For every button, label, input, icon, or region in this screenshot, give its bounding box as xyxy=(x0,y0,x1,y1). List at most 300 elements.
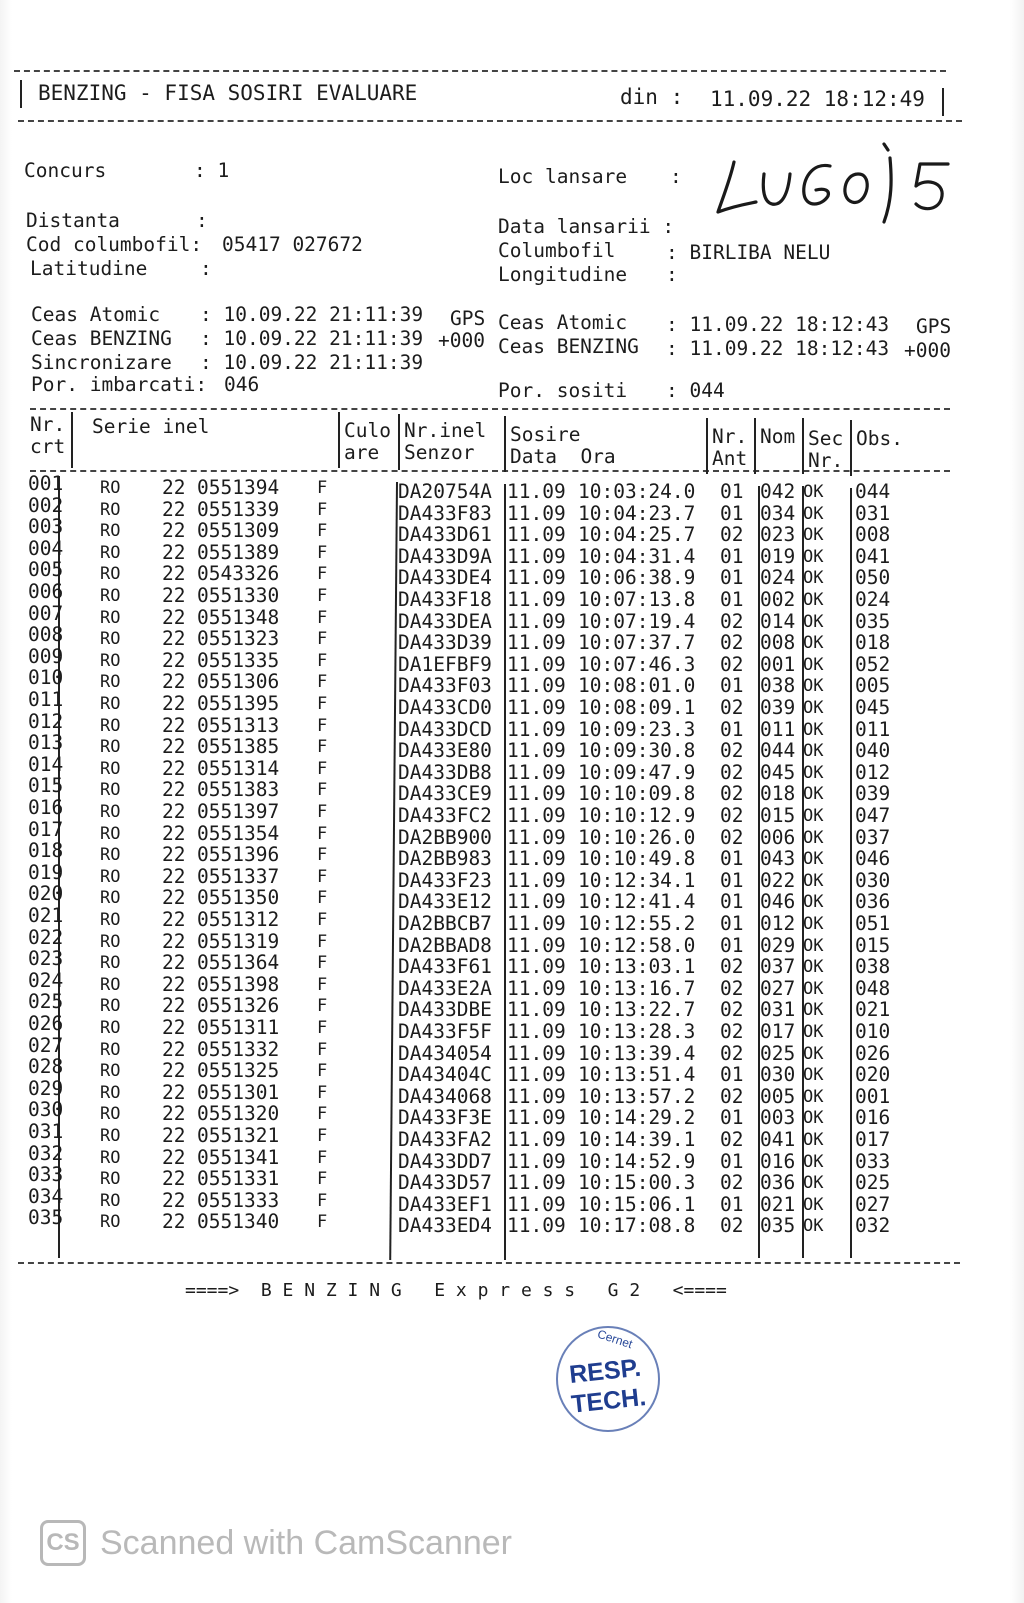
row-antenna: 02 xyxy=(720,609,744,633)
row-time: 10:17:08.8 xyxy=(578,1214,696,1238)
row-time: 10:07:46.3 xyxy=(578,652,696,676)
table-top-border xyxy=(30,408,950,410)
col-ant-1: Nr. xyxy=(712,425,748,448)
row-ring: 0551321 xyxy=(197,1124,280,1147)
ceas-atomic-end-extra: GPS xyxy=(916,315,952,338)
report-date-label: din : xyxy=(620,85,684,109)
row-country: RO xyxy=(100,715,121,736)
row-antenna: 01 xyxy=(720,588,744,611)
ceas-atomic-start-extra: GPS xyxy=(450,307,486,330)
row-date: 11.09 xyxy=(507,1149,566,1173)
row-country: RO xyxy=(100,758,121,779)
row-sec: OK xyxy=(803,957,824,978)
row-date: 11.09 xyxy=(507,1084,566,1108)
row-date: 11.09 xyxy=(507,1214,566,1238)
por-imbarcati-value: 046 xyxy=(224,373,260,396)
col-ant-2: Ant xyxy=(712,447,748,470)
row-ring: 0551348 xyxy=(197,605,280,629)
row-country: RO xyxy=(100,910,121,930)
row-time: 10:12:41.4 xyxy=(578,890,696,914)
row-obs: 026 xyxy=(855,1041,891,1065)
row-nr: 005 xyxy=(28,558,64,582)
row-time: 10:08:01.0 xyxy=(578,674,696,698)
row-sensor: DA433F61 xyxy=(398,955,492,979)
row-sex: F xyxy=(317,694,328,714)
row-obs: 016 xyxy=(855,1106,891,1130)
table-row xyxy=(0,515,1024,547)
row-antenna: 01 xyxy=(720,1106,744,1130)
row-nr: 007 xyxy=(28,601,64,625)
header-bottom-border xyxy=(18,120,962,122)
row-antenna: 02 xyxy=(720,523,744,547)
row-sensor: DA433D57 xyxy=(398,1171,492,1195)
row-date: 11.09 xyxy=(507,933,566,957)
row-nr: 023 xyxy=(28,947,64,971)
row-date: 11.09 xyxy=(507,825,566,849)
row-sensor: DA433ED4 xyxy=(398,1214,492,1238)
row-year: 22 xyxy=(162,800,186,823)
row-country: RO xyxy=(100,650,121,671)
row-year: 22 xyxy=(162,864,186,888)
sep-culoare xyxy=(398,414,400,470)
row-year: 22 xyxy=(162,1210,186,1234)
row-year: 22 xyxy=(162,497,186,521)
row-obs: 041 xyxy=(855,544,891,568)
row-sex: F xyxy=(317,1190,328,1211)
row-obs: 018 xyxy=(855,631,891,655)
row-time: 10:13:39.4 xyxy=(578,1041,696,1065)
row-obs: 037 xyxy=(855,825,891,849)
row-sensor: DA2BB900 xyxy=(398,825,492,849)
row-ring: 0551306 xyxy=(197,670,280,694)
table-row xyxy=(0,731,1024,763)
row-antenna: 02 xyxy=(720,652,744,676)
row-nr: 025 xyxy=(28,990,64,1014)
table-row xyxy=(0,493,1024,525)
row-antenna: 02 xyxy=(720,696,744,719)
row-antenna: 02 xyxy=(720,1041,744,1065)
row-ring: 0551396 xyxy=(197,843,280,867)
stamp-line2: TECH. xyxy=(569,1383,648,1419)
row-year: 22 xyxy=(162,843,186,867)
row-year: 22 xyxy=(162,1102,186,1126)
row-sec: OK xyxy=(803,482,824,502)
row-antenna: 02 xyxy=(720,739,744,763)
table-row xyxy=(0,1141,1024,1173)
row-antenna: 02 xyxy=(720,1171,744,1195)
row-time: 10:03:24.0 xyxy=(578,480,696,503)
table-row xyxy=(0,796,1024,827)
row-country: RO xyxy=(100,974,121,995)
row-year: 22 xyxy=(162,994,186,1018)
row-nr: 011 xyxy=(28,688,64,711)
row-sensor: DA433D39 xyxy=(398,631,492,655)
row-sensor: DA2BBCB7 xyxy=(398,912,492,935)
ceas-benzing-start-label: Ceas BENZING xyxy=(31,327,172,350)
row-country: RO xyxy=(100,888,121,909)
row-ring: 0551326 xyxy=(197,994,280,1018)
row-time: 10:10:49.8 xyxy=(578,847,696,871)
row-antenna: 01 xyxy=(720,544,744,568)
row-sex: F xyxy=(317,802,328,822)
row-country: RO xyxy=(100,845,121,866)
row-time: 10:13:57.2 xyxy=(578,1084,696,1108)
row-obs: 036 xyxy=(855,890,891,914)
table-row xyxy=(0,774,1024,806)
row-year: 22 xyxy=(162,540,186,564)
row-nom: 024 xyxy=(760,566,796,590)
row-ring: 0551389 xyxy=(197,540,280,564)
row-year: 22 xyxy=(162,1016,186,1039)
row-antenna: 01 xyxy=(720,847,744,871)
table-row xyxy=(0,1163,1024,1195)
row-nr: 004 xyxy=(28,536,64,560)
col-sosire-1: Sosire xyxy=(510,423,581,446)
row-sec: OK xyxy=(803,978,824,999)
row-time: 10:12:58.0 xyxy=(578,933,696,957)
col-sosire-2: Data Ora xyxy=(510,445,616,468)
row-time: 10:04:31.4 xyxy=(578,544,696,568)
row-ring: 0551311 xyxy=(197,1016,280,1039)
row-date: 11.09 xyxy=(507,631,566,655)
table-row xyxy=(0,752,1024,784)
row-sec: OK xyxy=(803,546,824,567)
row-date: 11.09 xyxy=(507,998,566,1022)
row-sex: F xyxy=(317,542,328,563)
row-time: 10:12:34.1 xyxy=(578,868,696,892)
row-sec: OK xyxy=(803,806,824,826)
row-sex: F xyxy=(317,586,328,606)
row-date: 11.09 xyxy=(507,760,566,784)
row-antenna: 02 xyxy=(720,782,744,806)
row-antenna: 02 xyxy=(720,1020,744,1043)
row-nom: 025 xyxy=(760,1041,796,1065)
row-ring: 0551331 xyxy=(197,1167,280,1191)
row-obs: 001 xyxy=(855,1084,891,1108)
row-sex: F xyxy=(317,866,328,887)
row-obs: 045 xyxy=(855,696,891,719)
row-country: RO xyxy=(100,564,121,585)
row-sec: OK xyxy=(803,1043,824,1064)
table-row xyxy=(0,860,1024,892)
row-sex: F xyxy=(317,758,328,779)
row-sec: OK xyxy=(803,1194,824,1215)
row-nom: 018 xyxy=(760,782,796,806)
row-sec: OK xyxy=(803,719,824,740)
row-ring: 0551339 xyxy=(197,497,280,521)
row-sex: F xyxy=(317,1212,328,1233)
row-nom: 022 xyxy=(760,868,796,892)
row-time: 10:13:28.3 xyxy=(578,1020,696,1043)
row-obs: 039 xyxy=(855,782,891,806)
row-date: 11.09 xyxy=(507,868,566,892)
row-obs: 027 xyxy=(855,1192,891,1216)
row-year: 22 xyxy=(162,929,186,953)
row-nr: 031 xyxy=(28,1120,64,1143)
row-country: RO xyxy=(100,478,121,498)
row-obs: 025 xyxy=(855,1171,891,1195)
row-year: 22 xyxy=(162,692,186,715)
row-ring: 0551350 xyxy=(197,886,280,910)
row-date: 11.09 xyxy=(507,1128,566,1151)
row-nom: 003 xyxy=(760,1106,796,1130)
ceas-atomic-end-value: : 11.09.22 18:12:43 xyxy=(666,313,890,336)
row-sensor: DA433DD7 xyxy=(398,1149,492,1173)
row-sec: OK xyxy=(803,1173,824,1194)
row-country: RO xyxy=(100,823,121,844)
row-ring: 0551340 xyxy=(197,1210,280,1234)
row-nr: 010 xyxy=(28,666,64,690)
stamp-ring-text: Cernet xyxy=(595,1326,635,1352)
row-sec: OK xyxy=(803,525,824,546)
columbofil-label: Columbofil xyxy=(498,239,616,262)
header-top-border xyxy=(14,70,946,72)
row-sensor: DA433E80 xyxy=(398,739,492,763)
row-sec: OK xyxy=(803,1130,824,1150)
row-time: 10:14:52.9 xyxy=(578,1149,696,1173)
row-year: 22 xyxy=(162,584,186,607)
row-sex: F xyxy=(317,521,328,542)
row-nr: 013 xyxy=(28,731,64,755)
row-country: RO xyxy=(100,1147,121,1168)
row-sex: F xyxy=(317,845,328,866)
sincronizare-label: Sincronizare xyxy=(31,351,172,374)
row-sex: F xyxy=(317,672,328,693)
table-row xyxy=(0,709,1024,741)
row-nr: 006 xyxy=(28,580,64,603)
row-sec: OK xyxy=(803,1000,824,1021)
row-time: 10:15:06.1 xyxy=(578,1192,696,1216)
col-culoare-1: Culo xyxy=(344,419,391,442)
por-sositi-value: : 044 xyxy=(666,379,725,402)
row-nom: 016 xyxy=(760,1149,796,1173)
row-nom: 031 xyxy=(760,998,796,1022)
row-obs: 033 xyxy=(855,1149,891,1173)
row-sec: OK xyxy=(803,590,824,610)
row-sex: F xyxy=(317,629,328,650)
table-row xyxy=(0,947,1024,979)
row-country: RO xyxy=(100,607,121,628)
row-nom: 044 xyxy=(760,739,796,763)
row-antenna: 02 xyxy=(720,760,744,784)
col-senzor-1: Nr.inel xyxy=(404,419,487,442)
row-ring: 0551312 xyxy=(197,908,280,931)
report-date-value: 11.09.22 18:12:49 xyxy=(710,87,925,111)
sep-senzor xyxy=(504,416,506,472)
row-date: 11.09 xyxy=(507,955,566,979)
col-senzor-2: Senzor xyxy=(404,441,475,464)
row-ring: 0551337 xyxy=(197,864,280,888)
row-sex: F xyxy=(317,888,328,909)
row-antenna: 02 xyxy=(720,631,744,655)
row-year: 22 xyxy=(162,735,186,759)
row-nom: 006 xyxy=(760,825,796,849)
row-sex: F xyxy=(317,715,328,736)
row-year: 22 xyxy=(162,1037,186,1061)
table-row xyxy=(0,839,1024,871)
row-year: 22 xyxy=(162,519,186,543)
row-antenna: 01 xyxy=(720,1192,744,1216)
row-antenna: 02 xyxy=(720,1214,744,1238)
row-obs: 005 xyxy=(855,674,891,698)
row-nom: 012 xyxy=(760,912,796,935)
row-ring: 0551383 xyxy=(197,778,280,802)
row-sex: F xyxy=(317,1082,328,1103)
row-nom: 017 xyxy=(760,1020,796,1043)
row-nr: 021 xyxy=(28,904,64,927)
row-antenna: 01 xyxy=(720,933,744,957)
row-sec: OK xyxy=(803,676,824,697)
row-nom: 021 xyxy=(760,1192,796,1216)
row-nom: 034 xyxy=(760,501,796,525)
table-row xyxy=(0,688,1024,719)
row-nr: 014 xyxy=(28,752,64,776)
row-obs: 050 xyxy=(855,566,891,590)
row-sex: F xyxy=(317,737,328,758)
row-sensor: DA433CE9 xyxy=(398,782,492,806)
table-row xyxy=(0,817,1024,849)
row-year: 22 xyxy=(162,713,186,737)
row-ring: 0551332 xyxy=(197,1037,280,1061)
row-nom: 042 xyxy=(760,480,796,503)
row-date: 11.09 xyxy=(507,674,566,698)
row-obs: 015 xyxy=(855,933,891,957)
row-antenna: 02 xyxy=(720,976,744,1000)
row-antenna: 01 xyxy=(720,480,744,503)
row-obs: 021 xyxy=(855,998,891,1022)
row-obs: 012 xyxy=(855,760,891,784)
row-date: 11.09 xyxy=(507,782,566,806)
row-date: 11.09 xyxy=(507,480,566,503)
row-sec: OK xyxy=(803,762,824,783)
row-year: 22 xyxy=(162,1080,186,1104)
table-row xyxy=(0,536,1024,568)
camscanner-watermark: Scanned with CamScanner xyxy=(100,1524,513,1562)
row-nr: 020 xyxy=(28,882,64,906)
row-antenna: 01 xyxy=(720,1149,744,1173)
row-nr: 034 xyxy=(28,1184,64,1208)
row-year: 22 xyxy=(162,1167,186,1191)
row-time: 10:14:39.1 xyxy=(578,1128,696,1151)
row-country: RO xyxy=(100,953,121,974)
row-date: 11.09 xyxy=(507,1041,566,1065)
row-sec: OK xyxy=(803,1216,824,1237)
row-country: RO xyxy=(100,542,121,563)
row-sensor: DA433FC2 xyxy=(398,804,492,827)
row-date: 11.09 xyxy=(507,1063,566,1087)
row-sensor: DA433DBE xyxy=(398,998,492,1022)
row-nr: 026 xyxy=(28,1012,64,1035)
handwritten-location xyxy=(712,140,972,230)
row-nr: 003 xyxy=(28,515,64,539)
row-antenna: 02 xyxy=(720,1128,744,1151)
row-time: 10:04:25.7 xyxy=(578,523,696,547)
row-antenna: 01 xyxy=(720,717,744,741)
row-time: 10:07:13.8 xyxy=(578,588,696,611)
row-antenna: 01 xyxy=(720,890,744,914)
row-time: 10:08:09.1 xyxy=(578,696,696,719)
camscanner-logo: CS xyxy=(40,1520,86,1566)
row-country: RO xyxy=(100,1061,121,1082)
row-date: 11.09 xyxy=(507,1171,566,1195)
row-year: 22 xyxy=(162,951,186,975)
row-sensor: DA433DEA xyxy=(398,609,492,633)
latitudine-value: : xyxy=(200,257,212,280)
row-nr: 035 xyxy=(28,1206,64,1230)
col-obs: Obs. xyxy=(856,427,903,450)
row-country: RO xyxy=(100,629,121,650)
row-year: 22 xyxy=(162,627,186,651)
resp-tech-stamp xyxy=(552,1321,664,1433)
row-time: 10:10:12.9 xyxy=(578,804,696,827)
row-nom: 015 xyxy=(760,804,796,827)
row-sex: F xyxy=(317,1104,328,1125)
row-sec: OK xyxy=(803,935,824,956)
table-row xyxy=(0,472,1024,503)
table-row xyxy=(0,623,1024,655)
row-nr: 002 xyxy=(28,493,64,517)
row-country: RO xyxy=(100,1190,121,1211)
row-nom: 045 xyxy=(760,760,796,784)
row-country: RO xyxy=(100,586,121,606)
row-sensor: DA1EFBF9 xyxy=(398,652,492,676)
concurs-value: : 1 xyxy=(194,159,230,182)
table-row xyxy=(0,1055,1024,1087)
row-nom: 014 xyxy=(760,609,796,633)
row-sensor: DA433F3E xyxy=(398,1106,492,1130)
row-date: 11.09 xyxy=(507,652,566,676)
handwritten-location-text: LUGOJ 5 xyxy=(712,140,717,141)
row-time: 10:13:16.7 xyxy=(578,976,696,1000)
table-row xyxy=(0,1120,1024,1151)
row-sensor: DA433F18 xyxy=(398,588,492,611)
row-time: 10:13:51.4 xyxy=(578,1063,696,1087)
row-date: 11.09 xyxy=(507,739,566,763)
row-obs: 044 xyxy=(855,480,891,503)
row-date: 11.09 xyxy=(507,1192,566,1216)
row-sex: F xyxy=(317,564,328,585)
table-row xyxy=(0,666,1024,698)
row-country: RO xyxy=(100,802,121,822)
row-ring: 0551395 xyxy=(197,692,280,715)
row-time: 10:12:55.2 xyxy=(578,912,696,935)
header-left-border xyxy=(20,80,22,108)
row-country: RO xyxy=(100,1039,121,1060)
table-row xyxy=(0,1033,1024,1065)
row-time: 10:13:03.1 xyxy=(578,955,696,979)
latitudine-label: Latitudine xyxy=(30,257,148,280)
row-country: RO xyxy=(100,1212,121,1233)
report-title: BENZING - FISA SOSIRI EVALUARE xyxy=(38,81,418,105)
row-nr: 019 xyxy=(28,860,64,884)
row-nom: 011 xyxy=(760,717,796,741)
row-sex: F xyxy=(317,650,328,671)
row-sensor: DA433F23 xyxy=(398,868,492,892)
columbofil-value: : BIRLIBA NELU xyxy=(666,241,831,264)
row-country: RO xyxy=(100,1082,121,1103)
table-row xyxy=(0,990,1024,1022)
row-country: RO xyxy=(100,1169,121,1190)
table-row xyxy=(0,1076,1024,1108)
row-nom: 043 xyxy=(760,847,796,871)
row-sensor: DA433F83 xyxy=(398,501,492,525)
row-country: RO xyxy=(100,996,121,1017)
row-year: 22 xyxy=(162,1059,186,1083)
row-sec: OK xyxy=(803,611,824,632)
row-year: 22 xyxy=(162,605,186,629)
row-sensor: DA433F5F xyxy=(398,1020,492,1043)
ceas-atomic-start-value: : 10.09.22 21:11:39 xyxy=(200,303,424,326)
